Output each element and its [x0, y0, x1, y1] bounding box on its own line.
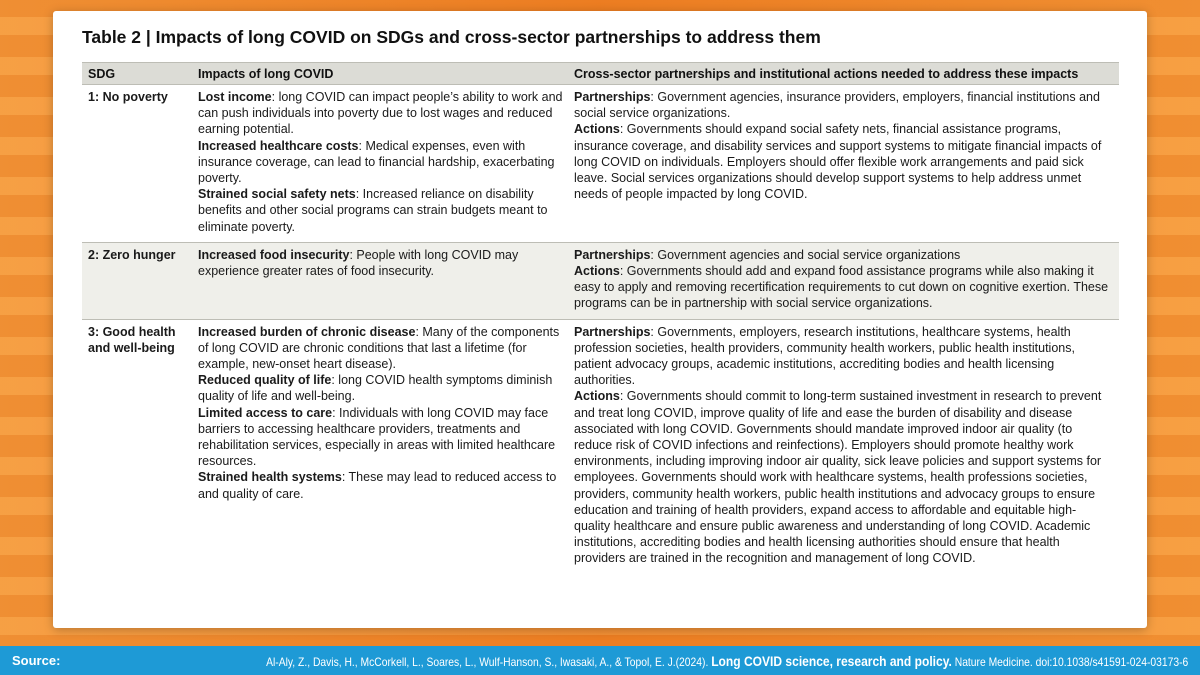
source-journal: Nature Medicine.	[954, 654, 1033, 669]
source-bar	[0, 646, 1200, 675]
impact-text: : Increased reliance on disability benefits and other social programs can strain budgets meant to eliminate poverty.	[198, 187, 548, 234]
impact-heading: Increased food insecurity	[198, 247, 350, 262]
row-impacts	[198, 324, 574, 567]
row-partnerships	[574, 89, 1119, 235]
actions-text: : Governments should add and expand food assistance programs while also making it easy to apply and removing recertification requirements to cut down on cognitive exertion. These programs can be in partnership with social service organizations.	[574, 264, 1109, 311]
partnership-text: : Governments, employers, research institutions, healthcare systems, health profession societies, health providers, community health workers, public health institutions, patient advocacy groups, academic institutions, accrediting bodies and health licensing authorities.	[574, 324, 1075, 388]
partnership-text: : Government agencies and social service organizations	[650, 247, 961, 262]
table-card	[53, 11, 1147, 628]
source-article-title: Long COVID science, research and policy.	[710, 652, 952, 669]
header-impacts: Impacts of long COVID	[198, 66, 334, 81]
table-row	[82, 320, 1119, 574]
actions-heading: Actions	[574, 264, 620, 279]
header-partnerships: Cross-sector partnerships and institutional actions needed to address these impacts	[574, 66, 1079, 81]
partnership-heading: Partnerships	[574, 324, 651, 339]
source-label: Source:	[12, 653, 61, 668]
row-impacts	[198, 247, 574, 312]
impact-heading: Reduced quality of life	[198, 373, 332, 388]
impact-heading: Strained health systems	[198, 470, 342, 485]
row-sdg: 2: Zero hunger	[88, 247, 176, 262]
sdg-table	[82, 62, 1119, 574]
source-authors: Al-Aly, Z., Davis, H., McCorkell, L., Soares, L., Wulf-Hanson, S., Iwasaki, A., & Topol, E. J.(2024).	[265, 654, 709, 669]
impact-heading: Increased healthcare costs	[198, 138, 359, 153]
impact-heading: Increased burden of chronic disease	[198, 324, 416, 339]
row-sdg: 3: Good health and well-being	[88, 324, 176, 355]
impact-text: : People with long COVID may experience greater rates of food insecurity.	[198, 247, 519, 279]
partnership-text: : Government agencies, insurance providers, employers, financial institutions and social service organizations.	[574, 90, 1100, 121]
table-row	[82, 85, 1119, 243]
impact-heading: Limited access to care	[198, 405, 333, 420]
impact-text: : Individuals with long COVID may face barriers to accessing healthcare providers, treatments and rehabilitation services, especially in areas with limited healthcare resources.	[198, 405, 556, 469]
row-partnerships	[574, 324, 1119, 567]
partnership-heading: Partnerships	[574, 90, 651, 104]
row-partnerships	[574, 247, 1119, 312]
impact-text: : long COVID health symptoms diminish quality of life and well-being.	[198, 373, 553, 404]
row-impacts	[198, 89, 574, 235]
impact-text: : These may lead to reduced access to and quality of care.	[198, 470, 557, 501]
impact-heading: Lost income	[198, 90, 272, 104]
header-sdg: SDG	[88, 66, 116, 81]
source-citation	[266, 653, 1188, 669]
impact-text: : long COVID can impact people’s ability to work and can push individuals into poverty due to lost wages and reduced earning potential.	[198, 90, 563, 137]
impact-text: : Medical expenses, even with insurance coverage, can lead to financial hardship, exacerbating poverty.	[198, 138, 555, 186]
source-doi: doi:10.1038/s41591-024-03173-6	[1035, 654, 1188, 669]
impact-text: : Many of the components of long COVID are chronic conditions that last a lifetime (for example, new-onset heart disease).	[198, 324, 560, 372]
actions-text: : Governments should commit to long-term sustained investment in research to prevent and treat long COVID, improve quality of life and ease the burden of disability and disease associated with long COVID. Governments should mandate improved indoor air quality (to reduce risk of COVID infections and reinfections). Employers should promote healthy work environments, including improving indoor air quality, sick leave policies and support systems for employees. Governments should work with healthcare systems, health professions societies, providers, community health workers, public health institutions and advocacy groups to ensure education and training of health providers, expand access to affordable and equitable high-quality healthcare and ensure public awareness and understanding of long COVID. Academic institutions, accrediting bodies and health licensing authorities should ensure that health providers are trained in the recognition and management of long COVID.	[574, 389, 1102, 566]
row-sdg: 1: No poverty	[88, 90, 168, 104]
actions-heading: Actions	[574, 122, 620, 137]
partnership-heading: Partnerships	[574, 247, 651, 262]
table-row	[82, 243, 1119, 320]
table-header-row	[82, 62, 1119, 85]
actions-text: : Governments should expand social safety nets, financial assistance programs, insurance coverage, and disability services and support systems to mitigate financial impacts of long COVID on individuals. Employers should offer flexible work arrangements and paid sick leave. Social services organizations should develop support systems to help address unmet needs of people impacted by long COVID.	[574, 122, 1102, 202]
actions-heading: Actions	[574, 389, 620, 404]
table-title: Table 2 | Impacts of long COVID on SDGs and cross-sector partnerships to address them	[82, 27, 821, 47]
impact-heading: Strained social safety nets	[198, 187, 356, 202]
